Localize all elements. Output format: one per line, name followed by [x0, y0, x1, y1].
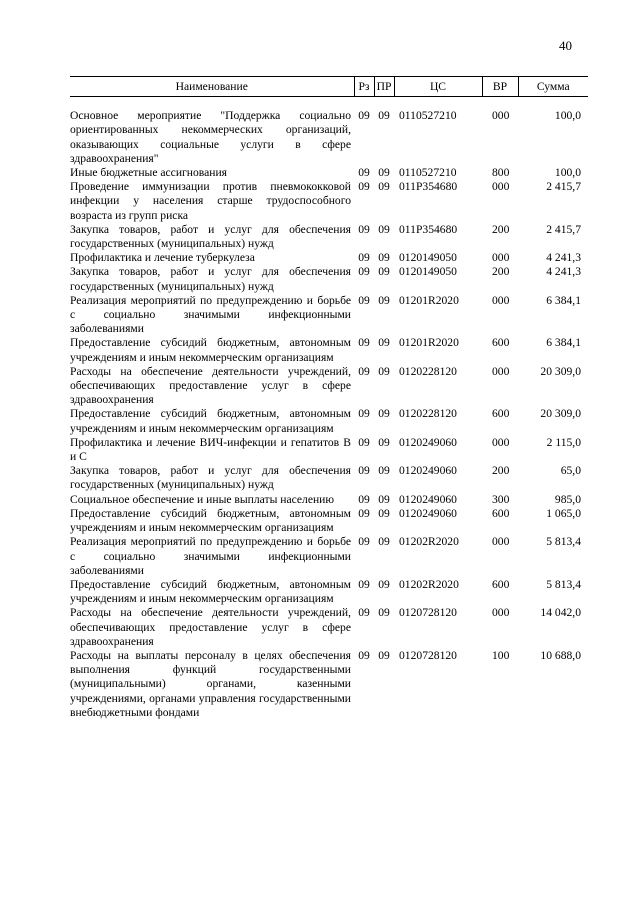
- table-header-row: [70, 77, 588, 97]
- cell-cs: 0120228120: [399, 364, 457, 378]
- header-pr: ПР: [374, 77, 394, 97]
- cell-name: Предоставление субсидий бюджетным, автономным учреждениям и иным некоммерческим организациям: [70, 577, 351, 606]
- table-row: [70, 294, 588, 337]
- table-row: [70, 493, 588, 507]
- cell-cs: 0120228120: [399, 407, 457, 421]
- cell-name: Основное мероприятие "Поддержка социально ориентированных некоммерческих организаций, оказывающих социальные услуги в сфере здравоохранения": [70, 109, 351, 165]
- cell-pr: 09: [378, 492, 390, 506]
- cell-cs: 0110527210: [399, 109, 457, 123]
- table-row: [70, 649, 588, 720]
- budget-table: [70, 76, 588, 720]
- table-row: [70, 578, 588, 606]
- cell-pr: 09: [378, 180, 390, 194]
- cell-vr: 000: [492, 293, 510, 307]
- table-row: [70, 507, 588, 535]
- cell-rz: 09: [358, 506, 370, 520]
- cell-rz: 09: [358, 364, 370, 378]
- cell-rz: 09: [358, 180, 370, 194]
- cell-pr: 09: [378, 293, 390, 307]
- cell-name: Расходы на выплаты персоналу в целях обеспечения выполнения функций государственными (муниципальными) органами, казенными учреждениями, органами управления государственными внебюджетными фондами: [70, 648, 351, 719]
- cell-vr: 600: [492, 506, 510, 520]
- cell-pr: 09: [378, 265, 390, 279]
- cell-name: Профилактика и лечение ВИЧ-инфекции и гепатитов В и С: [70, 435, 351, 464]
- page-number: 40: [559, 38, 572, 53]
- cell-vr: 000: [492, 535, 510, 549]
- cell-rz: 09: [358, 265, 370, 279]
- cell-sum: 4 241,3: [546, 265, 581, 279]
- cell-vr: 000: [492, 364, 510, 378]
- cell-vr: 000: [492, 606, 510, 620]
- cell-cs: 0120249060: [399, 464, 457, 478]
- cell-rz: 09: [358, 166, 370, 180]
- cell-vr: 600: [492, 407, 510, 421]
- cell-vr: 800: [492, 166, 510, 180]
- header-vr: ВР: [482, 77, 518, 97]
- cell-rz: 09: [358, 109, 370, 123]
- cell-pr: 09: [378, 251, 390, 265]
- cell-sum: 2 415,7: [546, 180, 581, 194]
- cell-name: Социальное обеспечение и иные выплаты населению: [70, 492, 335, 506]
- cell-name: Проведение иммунизации против пневмококковой инфекции у населения старше трудоспособного возраста из групп риска: [70, 180, 351, 222]
- cell-pr: 09: [378, 648, 390, 662]
- cell-vr: 300: [492, 492, 510, 506]
- cell-cs: 01201R2020: [399, 293, 459, 307]
- cell-vr: 200: [492, 265, 510, 279]
- header-sum: Сумма: [518, 77, 588, 97]
- table-row: [70, 336, 588, 364]
- cell-vr: 000: [492, 251, 510, 265]
- cell-cs: 0120249060: [399, 435, 457, 449]
- cell-sum: 5 813,4: [546, 535, 581, 549]
- cell-sum: 1 065,0: [546, 506, 581, 520]
- cell-vr: 000: [492, 109, 510, 123]
- cell-cs: 01202R2020: [399, 535, 459, 549]
- cell-pr: 09: [378, 464, 390, 478]
- cell-name: Предоставление субсидий бюджетным, автономным учреждениям и иным некоммерческим организациям: [70, 336, 351, 364]
- cell-pr: 09: [378, 577, 390, 591]
- table-row: [70, 180, 588, 223]
- cell-name: Профилактика и лечение туберкулеза: [70, 251, 255, 265]
- cell-name: Реализация мероприятий по предупреждению и борьбе с социально значимыми инфекционными заболеваниями: [70, 293, 351, 336]
- cell-vr: 600: [492, 336, 510, 350]
- cell-sum: 100,0: [554, 166, 581, 180]
- cell-vr: 600: [492, 577, 510, 591]
- cell-sum: 10 688,0: [540, 648, 581, 662]
- cell-name: Иные бюджетные ассигнования: [70, 166, 227, 180]
- cell-pr: 09: [378, 166, 390, 180]
- table-row: [70, 407, 588, 435]
- cell-cs: 0120149050: [399, 251, 457, 265]
- header-cs: ЦС: [394, 77, 482, 97]
- table-row: [70, 464, 588, 492]
- table-row: [70, 251, 588, 265]
- cell-name: Закупка товаров, работ и услуг для обеспечения государственных (муниципальных) нужд: [70, 265, 351, 293]
- table-row: [70, 166, 588, 180]
- cell-name: Предоставление субсидий бюджетным, автономным учреждениям и иным некоммерческим организациям: [70, 407, 351, 435]
- table-body: [70, 97, 588, 720]
- cell-sum: 20 309,0: [540, 407, 581, 421]
- cell-rz: 09: [358, 336, 370, 350]
- cell-pr: 09: [378, 109, 390, 123]
- cell-cs: 01201R2020: [399, 336, 459, 350]
- cell-name: Предоставление субсидий бюджетным, автономным учреждениям и иным некоммерческим организациям: [70, 506, 351, 535]
- table-row: [70, 97, 588, 166]
- cell-cs: 011P354680: [399, 180, 458, 194]
- table-row: [70, 606, 588, 649]
- cell-pr: 09: [378, 535, 390, 549]
- header-rz: Рз: [354, 77, 374, 97]
- cell-vr: 200: [492, 222, 510, 236]
- table-row: [70, 535, 588, 578]
- table-row: [70, 436, 588, 464]
- cell-name: Расходы на обеспечение деятельности учреждений, обеспечивающих предоставление услуг в сфере здравоохранения: [70, 364, 351, 407]
- cell-cs: 0110527210: [399, 166, 457, 180]
- table-row: [70, 223, 588, 251]
- cell-sum: 5 813,4: [546, 577, 581, 591]
- cell-rz: 09: [358, 577, 370, 591]
- cell-pr: 09: [378, 435, 390, 449]
- cell-cs: 0120728120: [399, 606, 457, 620]
- cell-pr: 09: [378, 336, 390, 350]
- cell-cs: 0120728120: [399, 648, 457, 662]
- cell-sum: 6 384,1: [546, 336, 581, 350]
- header-name: Наименование: [70, 77, 354, 97]
- cell-cs: 01202R2020: [399, 577, 459, 591]
- cell-rz: 09: [358, 464, 370, 478]
- cell-rz: 09: [358, 648, 370, 662]
- cell-sum: 2 115,0: [546, 435, 581, 449]
- cell-cs: 011P354680: [399, 222, 458, 236]
- cell-pr: 09: [378, 407, 390, 421]
- cell-vr: 000: [492, 435, 510, 449]
- cell-rz: 09: [358, 535, 370, 549]
- cell-rz: 09: [358, 293, 370, 307]
- cell-cs: 0120149050: [399, 265, 457, 279]
- cell-name: Закупка товаров, работ и услуг для обеспечения государственных (муниципальных) нужд: [70, 464, 351, 492]
- cell-rz: 09: [358, 492, 370, 506]
- cell-sum: 100,0: [554, 109, 581, 123]
- cell-name: Реализация мероприятий по предупреждению и борьбе с социально значимыми инфекционными заболеваниями: [70, 535, 351, 577]
- cell-pr: 09: [378, 606, 390, 620]
- cell-sum: 4 241,3: [546, 251, 581, 265]
- table-row: [70, 365, 588, 408]
- cell-sum: 65,0: [560, 464, 581, 478]
- cell-vr: 100: [492, 648, 510, 662]
- cell-sum: 985,0: [554, 492, 581, 506]
- cell-sum: 2 415,7: [546, 222, 581, 236]
- cell-cs: 0120249060: [399, 492, 457, 506]
- cell-vr: 000: [492, 180, 510, 194]
- cell-rz: 09: [358, 251, 370, 265]
- cell-rz: 09: [358, 222, 370, 236]
- cell-name: Расходы на обеспечение деятельности учреждений, обеспечивающих предоставление услуг в сфере здравоохранения: [70, 606, 351, 648]
- cell-rz: 09: [358, 435, 370, 449]
- cell-pr: 09: [378, 222, 390, 236]
- cell-rz: 09: [358, 407, 370, 421]
- cell-sum: 14 042,0: [540, 606, 581, 620]
- table-row: [70, 265, 588, 293]
- cell-vr: 200: [492, 464, 510, 478]
- cell-rz: 09: [358, 606, 370, 620]
- cell-sum: 20 309,0: [540, 364, 581, 378]
- cell-pr: 09: [378, 364, 390, 378]
- cell-cs: 0120249060: [399, 506, 457, 520]
- cell-sum: 6 384,1: [546, 293, 581, 307]
- cell-pr: 09: [378, 506, 390, 520]
- cell-name: Закупка товаров, работ и услуг для обеспечения государственных (муниципальных) нужд: [70, 222, 351, 251]
